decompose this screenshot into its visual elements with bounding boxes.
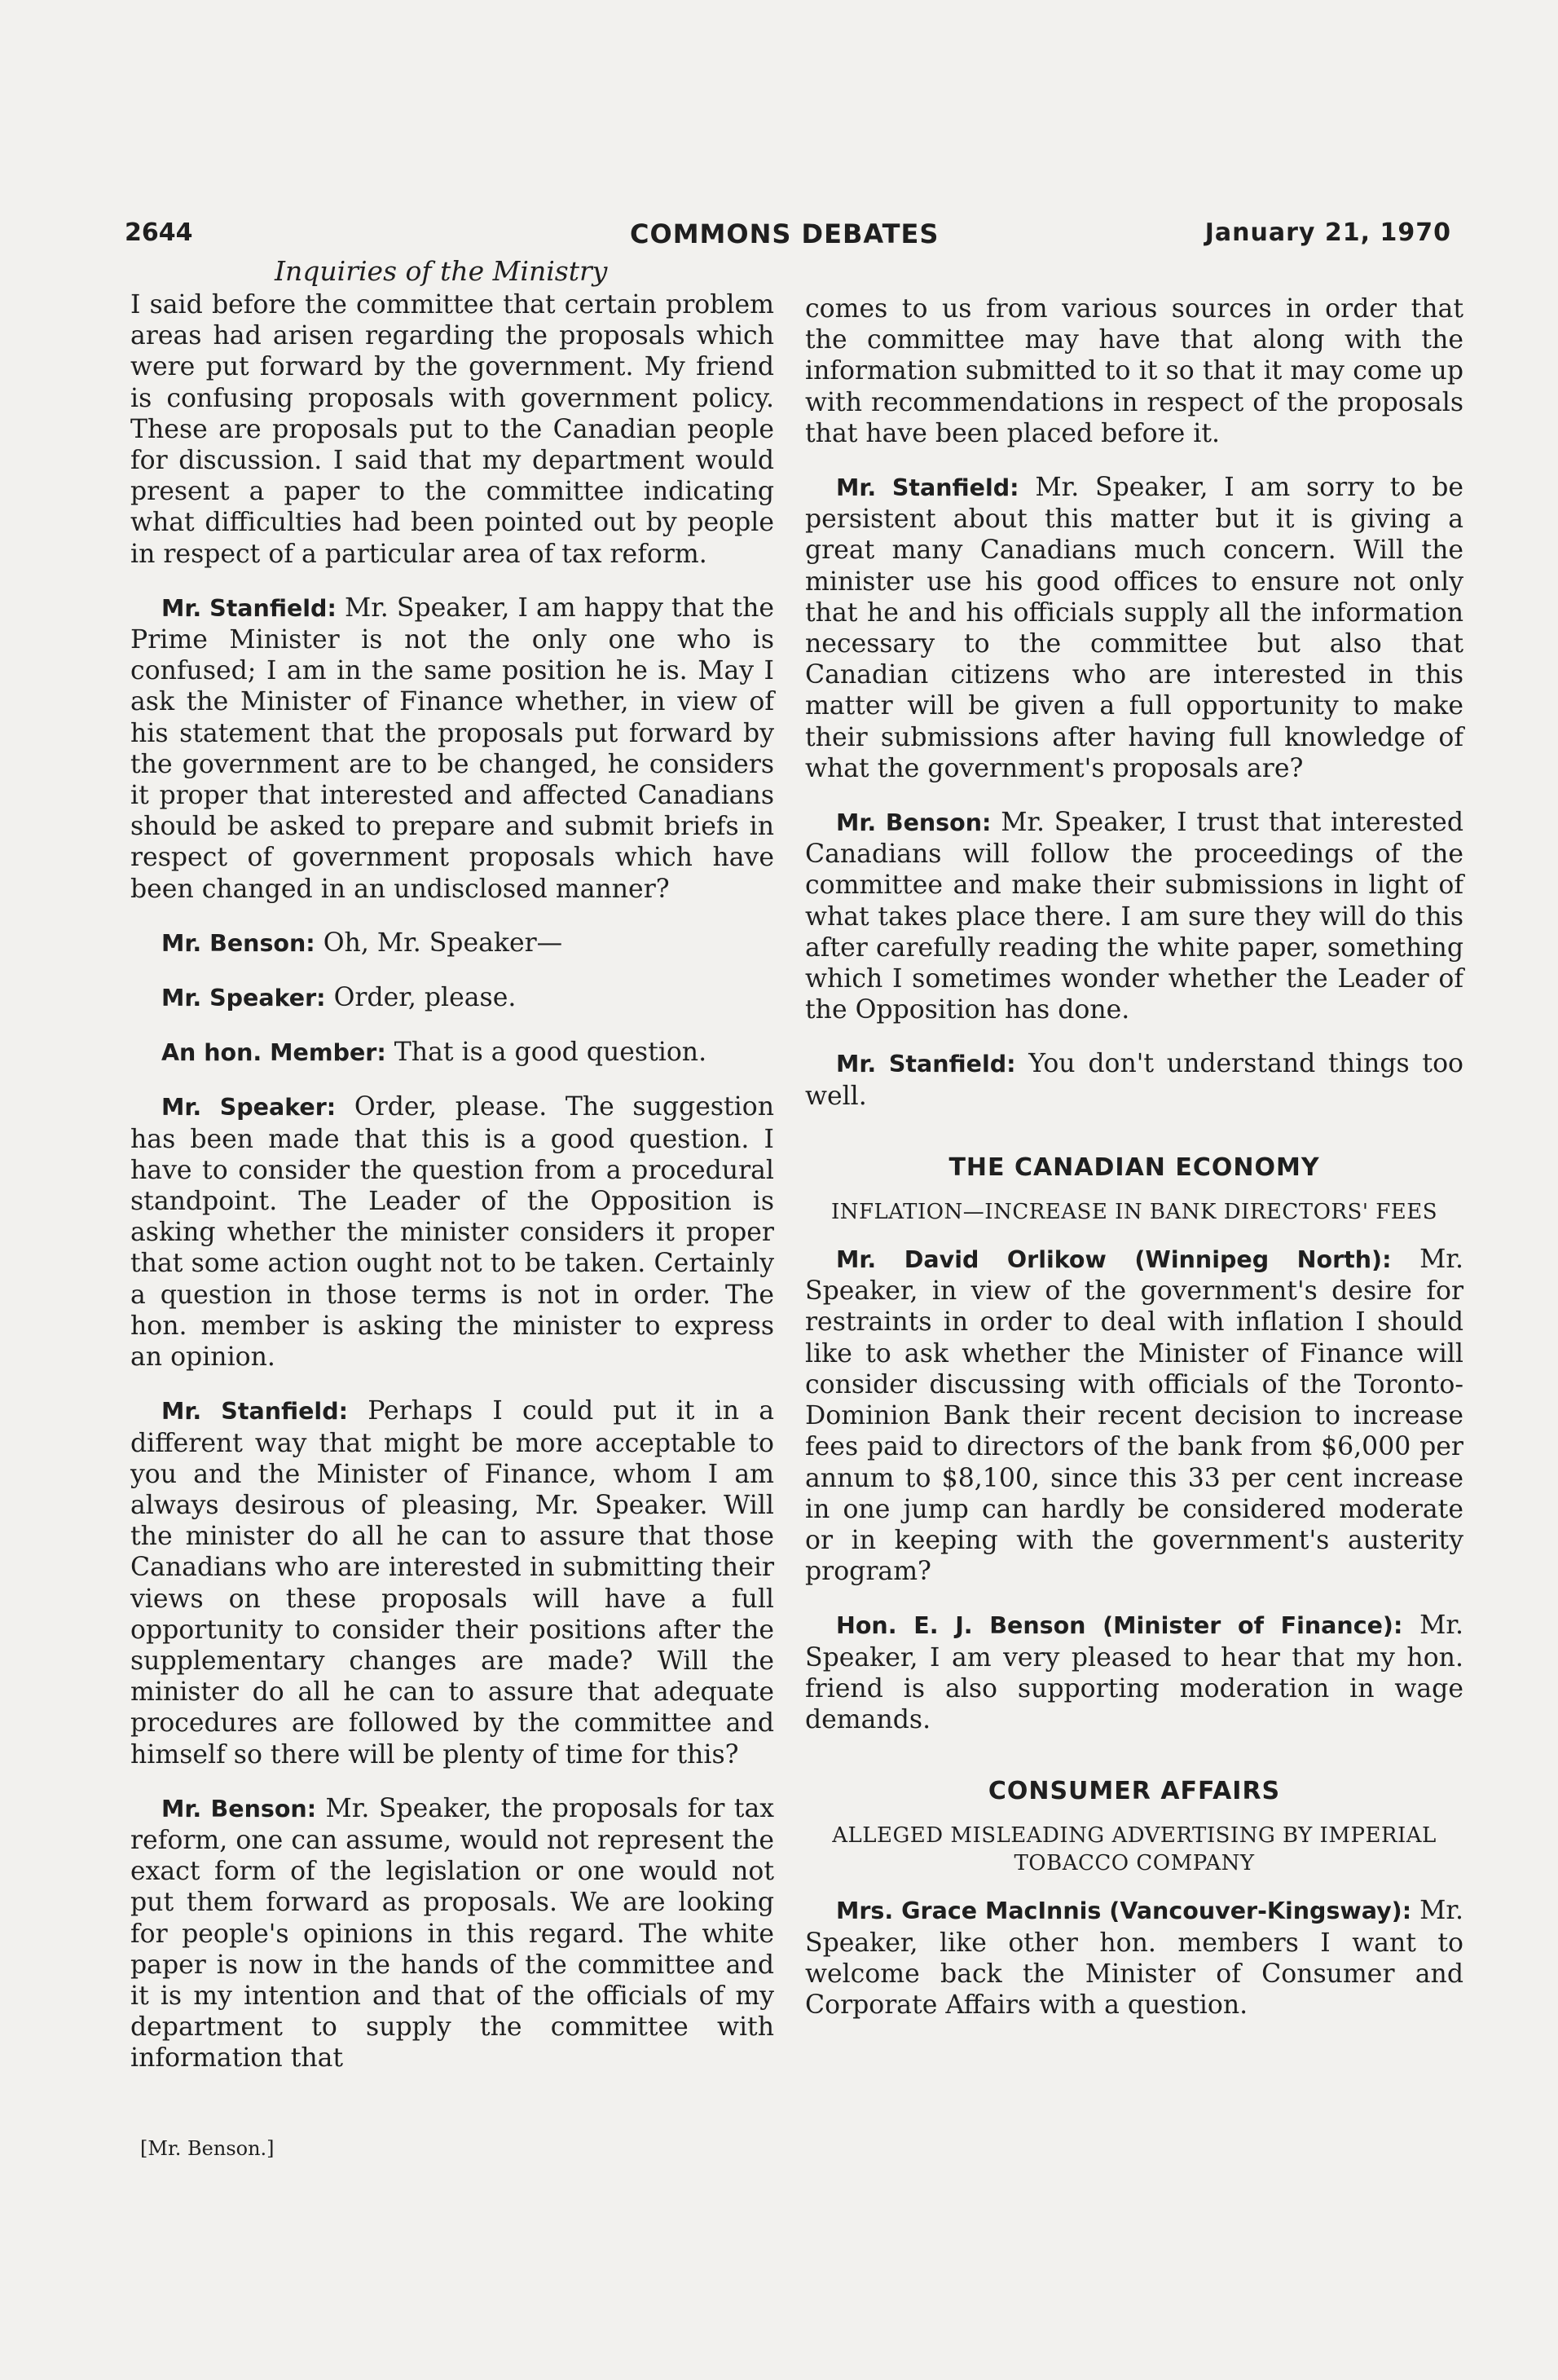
paragraph: Mr. Stanfield: You don't understand things too well.	[805, 1049, 1464, 1111]
page-header	[125, 218, 1451, 254]
speaker-footnote: [Mr. Benson.]	[140, 2137, 275, 2160]
publication-title: COMMONS DEBATES	[630, 218, 940, 249]
speaker-name: Mr. Stanfield:	[161, 594, 337, 622]
subsection-heading: INFLATION—INCREASE IN BANK DIRECTORS' FEES	[830, 1200, 1438, 1225]
section-heading: THE CANADIAN ECONOMY	[948, 1153, 1320, 1182]
page-number: 2644	[125, 218, 193, 247]
paragraph: Mr. Benson: Oh, Mr. Speaker—	[161, 928, 563, 958]
left-column	[130, 289, 774, 2097]
speaker-name: Mr. Speaker:	[161, 985, 326, 1012]
paragraph: Mr. Stanfield: Mr. Speaker, I am sorry to be persistent about this matter but it is giving a great many Canadians much concern. Will the minister use his good offices to ensure not only that he and his officials supply all the information necessary to the committee but also that Canadian citizens who are interested in this matter will be given a full opportunity to make their submissions after having full knowledge of what the government's proposals are?	[805, 473, 1464, 783]
paragraph: Mr. Stanfield: Mr. Speaker, I am happy that the Prime Minister is not the only one who is confused; I am in the same position he is. May I ask the Minister of Finance whether, in view of his statement that the proposals put forward by the government are to be changed, he considers it proper that interested and affected Canadians should be asked to prepare and submit briefs in respect of government proposals which have been changed in an undisclosed manner?	[130, 593, 775, 904]
speaker-name: Mr. Benson:	[161, 929, 315, 957]
paragraph: comes to us from various sources in order that the committee may have that along with the information submitted to it so that it may come up with recommendations in respect of the proposals that have been placed before it.	[805, 294, 1463, 448]
paragraph: Mr. Speaker: Order, please. The suggestion has been made that this is a good question. I have to consider the question from a procedural standpoint. The Leader of the Opposition is asking whether the minister considers it proper that some action ought not to be taken. Certainly a question in those terms is not in order. The hon. member is asking the minister to express an opinion.	[130, 1092, 775, 1373]
speaker-name: Hon. E. J. Benson (Minister of Finance):	[836, 1612, 1403, 1640]
publication-date: January 21, 1970	[1204, 218, 1451, 247]
paragraph: Mrs. Grace MacInnis (Vancouver-Kingsway): Mr. Speaker, like other hon. members I want to welcome back the Minister of Consumer and Corporate Affairs with a question.	[805, 1896, 1464, 2020]
speaker-name: Mrs. Grace MacInnis (Vancouver-Kingsway):	[836, 1897, 1412, 1925]
speaker-name: Mr. Benson:	[161, 1795, 317, 1822]
paragraph: Hon. E. J. Benson (Minister of Finance): Mr. Speaker, I am very pleased to hear that my hon. friend is also supporting moderation in wage demands.	[805, 1611, 1463, 1734]
paragraph: An hon. Member: That is a good question.	[161, 1038, 707, 1068]
speaker-name: Mr. Speaker:	[161, 1094, 337, 1122]
paragraph: Mr. David Orlikow (Winnipeg North): Mr. Speaker, in view of the government's desire for restraints in order to deal with inflation I should like to ask whether the Minister of Finance will consider discussing with officials of the Toronto-Dominion Bank their recent decision to increase fees paid to directors of the bank from $6,000 per annum to $8,100, since this 33 per cent increase in one jump can hardly be considered moderate or in keeping with the government's austerity program?	[805, 1245, 1463, 1587]
paragraph: Mr. Benson: Mr. Speaker, the proposals for tax reform, one can assume, would not represent the exact form of the legislation or one would not put them forward as proposals. We are looking for people's opinions in this regard. The white paper is now in the hands of the committee and it is my intention and that of the officials of my department to supply the committee with information that	[130, 1793, 775, 2074]
running-head: Inquiries of the Ministry	[275, 255, 608, 287]
paragraph: Mr. Stanfield: Perhaps I could put it in a different way that might be more acceptable to you and the Minister of Finance, whom I am always desirous of pleasing, Mr. Speaker. Will the minister do all he can to assure that those Canadians who are interested in submitting their views on these proposals will have a full opportunity to consider their positions after the supplementary changes are made? Will the minister do all he can to assure that adequate procedures are followed by the committee and himself so there will be plenty of time for this?	[130, 1396, 775, 1770]
paragraph: Mr. Speaker: Order, please.	[161, 983, 517, 1013]
paragraph: I said before the committee that certain problem areas had arisen regarding the proposals which were put forward by the government. My friend is confusing proposals with government policy. These are proposals put to the Canadian people for discussion. I said that my department would present a paper to the committee indicating what difficulties had been pointed out by people in respect of a particular area of tax reform.	[130, 290, 774, 569]
speaker-name: Mr. Stanfield:	[836, 1051, 1016, 1078]
paragraph: Mr. Benson: Mr. Speaker, I trust that interested Canadians will follow the proceedings of the committee and make their submissions in light of what takes place there. I am sure they will do this after carefully reading the white paper, something which I sometimes wonder whether the Leader of the Opposition has done.	[805, 808, 1463, 1025]
speaker-name: Mr. David Orlikow (Winnipeg North):	[836, 1246, 1392, 1274]
speaker-name: Mr. Stanfield:	[161, 1398, 349, 1426]
speaker-name: Mr. Stanfield:	[836, 474, 1019, 502]
speaker-name: An hon. Member:	[161, 1039, 386, 1067]
section-heading: CONSUMER AFFAIRS	[988, 1777, 1281, 1806]
subsection-heading: ALLEGED MISLEADING ADVERTISING BY IMPERIAL TOBACCO COMPANY	[832, 1823, 1437, 1876]
speaker-name: Mr. Benson:	[836, 809, 992, 837]
right-column	[805, 293, 1463, 2043]
